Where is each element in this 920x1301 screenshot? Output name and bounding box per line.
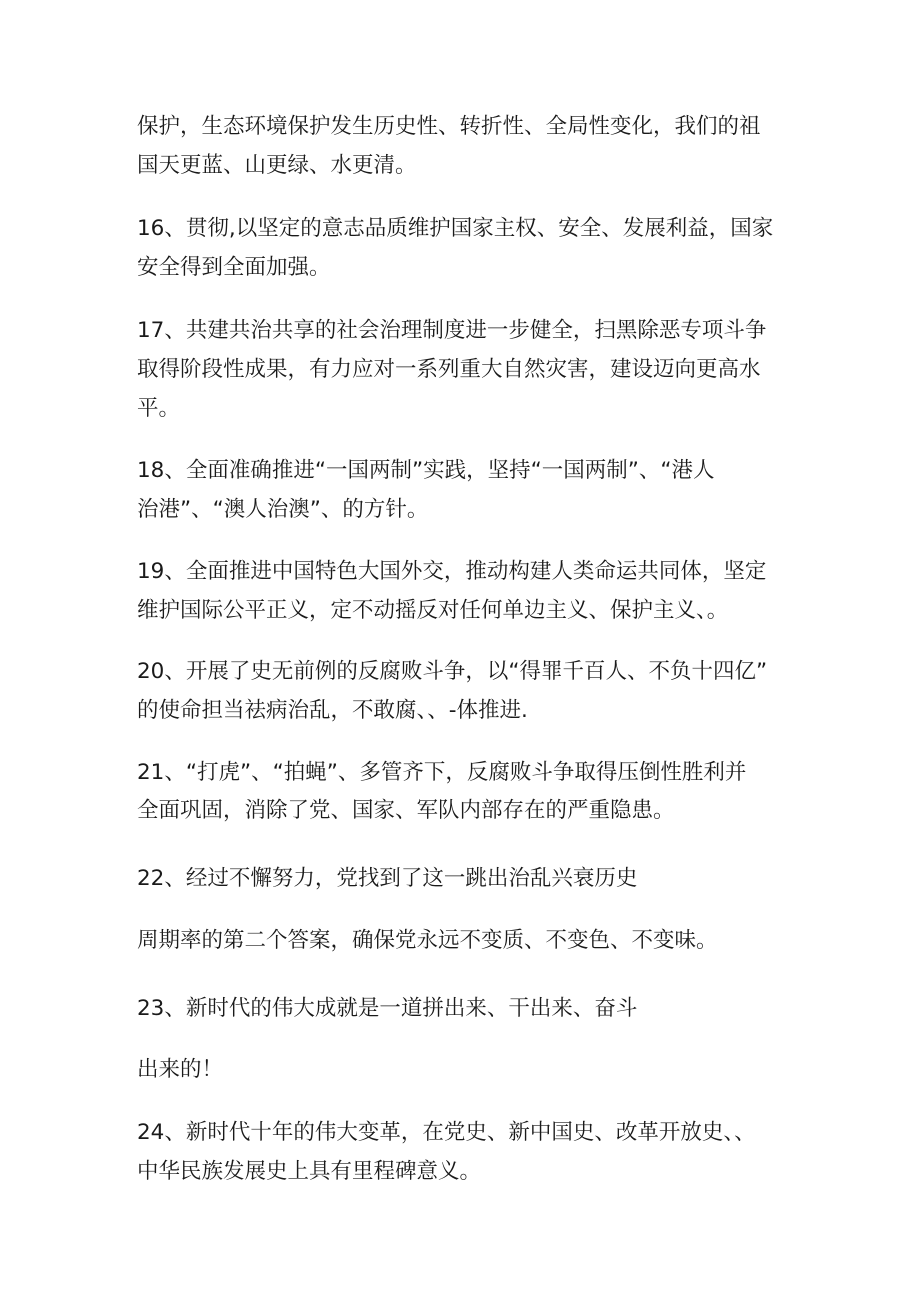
text-line: 21、“打虎”、“拍蝇”、多管齐下，反腐败斗争取得压倒性胜利并 <box>137 760 747 785</box>
text-line: 平。 <box>137 396 181 421</box>
text-line: 23、新时代的伟大成就是一道拼出来、干出来、奋斗 <box>137 996 638 1021</box>
text-line: 全面巩固，消除了党、国家、军队内部存在的严重隐患。 <box>137 798 675 823</box>
text-line: 20、开展了史无前例的反腐败斗争，以“得罪千百人、不负十四亿” <box>137 659 768 684</box>
text-line: 治港”、“澳人治澳”、的方针。 <box>137 497 429 522</box>
text-line: 22、经过不懈努力，党找到了这一跳出治乱兴衰历史 <box>137 866 638 891</box>
text-line: 出来的！ <box>137 1057 224 1082</box>
text-line: 中华民族发展史上具有里程碑意义。 <box>137 1159 482 1184</box>
text-line: 16、贯彻,以坚定的意志品质维护国家主权、安全、发展利益，国家 <box>137 216 774 241</box>
text-line: 取得阶段性成果，有力应对一系列重大自然灾害，建设迈向更高水 <box>137 357 761 382</box>
text-line: 24、新时代十年的伟大变革，在党史、新中国史、改革开放史、、 <box>137 1120 756 1145</box>
text-line: 国天更蓝、山更绿、水更清。 <box>137 153 417 178</box>
text-line: 19、全面推进中国特色大国外交，推动构建人类命运共同体，坚定 <box>137 559 767 584</box>
text-line: 18、全面准确推进“一国两制”实践，坚持“一国两制”、“港人 <box>137 458 715 483</box>
text-line: 保护，生态环境保护发生历史性、转折性、全局性变化，我们的祖 <box>137 114 761 139</box>
text-line: 安全得到全面加强。 <box>137 255 331 280</box>
text-line: 的使命担当祛病治乱，不敢腐、、-体推进. <box>137 698 528 723</box>
text-line: 周期率的第二个答案，确保党永远不变质、不变色、不变味。 <box>137 928 718 953</box>
text-line: 17、共建共治共享的社会治理制度进一步健全，扫黑除恶专项斗争 <box>137 318 767 343</box>
text-line: 维护国际公平正义，定不动摇反对任何单边主义、保护主义、。 <box>137 598 729 623</box>
